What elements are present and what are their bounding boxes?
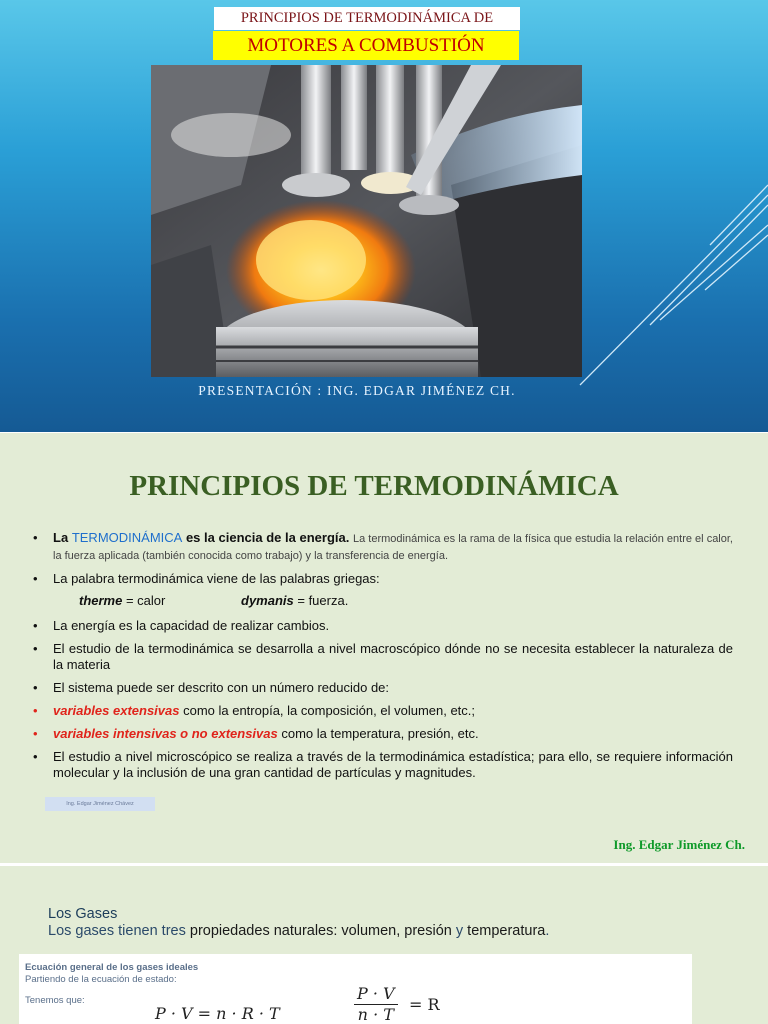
bullet-dot: • — [33, 530, 38, 545]
engine-combustion-image — [151, 65, 582, 377]
bullet-item: • variables extensivas como la entropía, la composición, el volumen, etc.; — [33, 703, 476, 718]
greek-words: therme = calor dymanis = fuerza. — [79, 593, 349, 608]
gases-text: Los gases tienen tres propiedades naturales: volumen, presión y temperatura. — [48, 923, 550, 939]
bullet-item: • El estudio de la termodinámica se desarrolla a nivel macroscópico dónde no se necesita establecer la naturaleza de la materia — [33, 641, 733, 672]
bullet-list — [33, 530, 733, 788]
bullet-dot: • — [33, 618, 38, 633]
bullet-item: • El sistema puede ser descrito con un número reducido de: — [33, 680, 390, 695]
bullet-item: • El estudio a nivel microscópico se realiza a través de la termodinámica estadística; para ello, se requiere información molecular y la inclusión de una gran cantidad de partículas y magnitudes. — [33, 749, 733, 780]
ideal-gas-equation: P · V = n · R · T — [155, 1004, 280, 1023]
bullet-item: • La energía es la capacidad de realizar cambios. — [33, 618, 330, 633]
bullet-dot: • — [33, 571, 38, 586]
bullet-dot: • — [33, 749, 38, 764]
gases-title: Los Gases — [48, 906, 118, 922]
bullet-dot: • — [33, 641, 38, 656]
decorative-lines — [570, 180, 768, 400]
equation-tenemos: Tenemos que: — [25, 995, 85, 1006]
principles-slide — [0, 433, 768, 863]
ideal-gas-equation-box — [19, 954, 692, 1024]
bullet-dot: • — [33, 680, 38, 695]
title-line-1: PRINCIPIOS DE TERMODINÁMICA DE — [214, 7, 520, 30]
equation-heading: Ecuación general de los gases ideales — [25, 962, 199, 973]
definition-detail: La termodinámica es la rama de la física que estudia la relación entre el calor, la fuerza aplicada (también conocida como trabajo) y la transferencia de energía. — [53, 533, 733, 562]
title-line-2: MOTORES A COMBUSTIÓN — [213, 31, 519, 60]
equation-fraction — [354, 984, 398, 1024]
author-credit: Ing. Edgar Jiménez Ch. — [613, 837, 745, 852]
fraction-numerator: P · V — [354, 984, 398, 1005]
slide-title: PRINCIPIOS DE TERMODINÁMICA — [129, 470, 619, 502]
fraction-denominator: n · T — [357, 1005, 394, 1024]
bullet-dot: • — [33, 726, 38, 741]
small-author-label: Ing. Edgar Jiménez Chávez — [45, 797, 155, 811]
presenter-credit: PRESENTACIÓN : ING. EDGAR JIMÉNEZ CH. — [198, 383, 516, 398]
equation-rhs: = R — [409, 995, 440, 1014]
gases-slide — [0, 866, 768, 1024]
bullet-dot: • — [33, 703, 38, 718]
bullet-item: • variables intensivas o no extensivas como la temperatura, presión, etc. — [33, 726, 479, 741]
title-slide — [0, 0, 768, 432]
bullet-item: • La palabra termodinámica viene de las palabras griegas: — [33, 571, 380, 586]
bullet-item: • La TERMODINÁMICA es la ciencia de la energía. La termodinámica es la rama de la física que estudia la relación entre el calor, la fuerza aplicada (también conocida como trabajo) y la transferencia de energía. — [33, 530, 733, 562]
termodinamica-highlight: TERMODINÁMICA — [71, 530, 183, 545]
equation-subheading: Partiendo de la ecuación de estado: — [25, 974, 177, 985]
